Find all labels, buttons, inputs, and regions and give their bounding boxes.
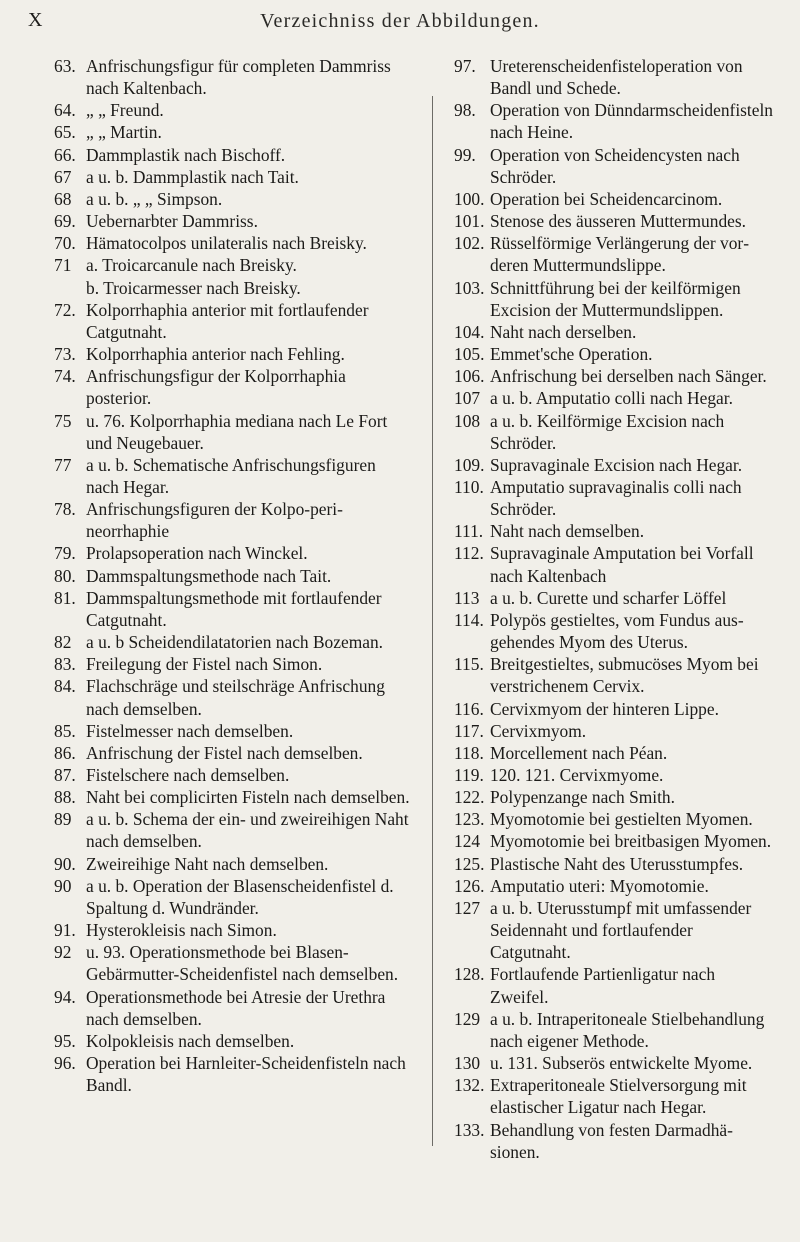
figure-number: 95. — [54, 1030, 76, 1051]
list-item — [54, 631, 412, 653]
list-item — [454, 277, 774, 321]
figure-caption: „ „ Martin. — [86, 122, 162, 143]
figure-number: 72. — [54, 299, 76, 320]
list-item — [454, 1074, 774, 1118]
figure-number: 92 — [54, 942, 72, 963]
list-item — [54, 343, 412, 365]
figure-number: 99. — [454, 144, 476, 165]
list-item — [54, 720, 412, 742]
figure-number: 85. — [54, 720, 76, 741]
list-item — [54, 210, 412, 232]
column-divider — [432, 96, 433, 1146]
figure-number: 100. — [454, 188, 485, 209]
figure-caption: a u. b. Schematische Anfrischungsfiguren nach Hegar. — [86, 454, 376, 497]
figure-caption: a u. b. Keilförmige Excision nach Schröder. — [490, 410, 725, 453]
list-item — [454, 476, 774, 520]
list-item — [454, 720, 774, 742]
figure-caption: Stenose des äusseren Muttermundes. — [490, 211, 746, 232]
figure-caption: Anfrischungsfigur für completen Dammriss nach Kaltenbach. — [86, 56, 391, 99]
list-item — [54, 853, 412, 875]
figure-caption: Anfrischung der Fistel nach demselben. — [86, 742, 363, 763]
figure-number: 87. — [54, 765, 76, 785]
figure-caption: a u. b Scheidendilatatorien nach Bozeman. — [86, 632, 383, 653]
figure-number: 83. — [54, 654, 76, 675]
list-item — [54, 565, 412, 587]
list-item — [454, 99, 774, 143]
figure-number: 125. — [454, 853, 485, 874]
list-item — [454, 232, 774, 276]
figure-caption: Operation von Dünndarmscheidenfisteln nach Heine. — [490, 100, 774, 143]
list-item — [54, 919, 412, 941]
figure-caption: Operation bei Scheidencarcinom. — [490, 188, 723, 209]
list-item — [54, 299, 412, 343]
list-item — [454, 609, 774, 653]
figure-number: 98. — [454, 100, 476, 121]
list-item — [454, 853, 774, 875]
figure-number: 69. — [54, 211, 76, 232]
figure-number: 79. — [54, 543, 76, 564]
figure-number: 70. — [54, 233, 76, 254]
list-item — [454, 1052, 774, 1074]
figure-caption: Hämatocolpos unilateralis nach Breisky. — [86, 233, 367, 254]
figure-caption: Fistelmesser nach demselben. — [86, 720, 294, 741]
figure-number: 130 — [454, 1053, 481, 1074]
figure-number: 113 — [454, 587, 480, 608]
list-item — [54, 653, 412, 675]
figure-number: 124 — [454, 831, 481, 852]
figure-number: 90 — [54, 875, 72, 896]
figure-caption: Flachschräge und steilschräge Anfrischung nach demselben. — [86, 676, 385, 719]
figure-number: 89 — [54, 809, 72, 830]
list-item — [454, 808, 774, 830]
figure-caption: Naht nach derselben. — [490, 321, 637, 342]
figure-caption: Behandlung von festen Darmadhäsionen. — [490, 1119, 733, 1162]
list-item — [454, 698, 774, 720]
list-item — [54, 675, 412, 719]
figure-caption: Dammplastik nach Bischoff. — [86, 144, 286, 165]
figure-caption: u. 131. Subserös entwickelte Myome. — [490, 1053, 753, 1074]
figure-number: 110. — [454, 476, 484, 497]
page-number: X — [28, 9, 44, 31]
list-item — [454, 210, 774, 232]
list-item — [454, 1119, 774, 1163]
list-item — [454, 410, 774, 454]
list-item — [54, 55, 412, 99]
figure-caption: Uebernarbter Dammriss. — [86, 211, 258, 232]
figure-number: 116. — [454, 698, 484, 719]
figure-caption: Operation bei Harnleiter-Scheidenfisteln nach Bandl. — [86, 1053, 406, 1096]
figure-number: 71 — [54, 255, 72, 276]
list-item — [54, 99, 412, 121]
figure-caption: 120. 121. Cervixmyome. — [490, 765, 664, 785]
figure-caption: Myomotomie bei breitbasigen Myomen. — [490, 831, 772, 852]
figure-caption: a u. b. Amputatio colli nach Hegar. — [490, 388, 733, 409]
list-item — [454, 764, 774, 786]
list-item — [454, 365, 774, 387]
list-item — [54, 232, 412, 254]
figure-number: 84. — [54, 676, 76, 697]
figure-number: 86. — [54, 742, 76, 763]
figure-caption: Kolporrhaphia anterior mit fortlaufender Catgutnaht. — [86, 299, 369, 342]
list-item — [54, 587, 412, 631]
list-item — [54, 121, 412, 143]
figure-caption: a u. b. Schema der ein- und zweireihigen Naht nach demselben. — [86, 809, 409, 852]
list-item — [454, 653, 774, 697]
right-column — [454, 55, 774, 1163]
figure-number: 112. — [454, 543, 484, 564]
figure-number: 80. — [54, 565, 76, 586]
list-item — [54, 166, 412, 188]
figure-caption: a u. b. Operation der Blasenscheidenfistel d. Spaltung d. Wundränder. — [86, 875, 394, 918]
figure-number: 88. — [54, 787, 76, 808]
figure-caption: Polypös gestieltes, vom Fundus ausgehendes Myom des Uterus. — [490, 609, 744, 653]
figure-number: 104. — [454, 321, 485, 342]
list-item — [454, 343, 774, 365]
figure-caption: Plastische Naht des Uterusstumpfes. — [490, 853, 744, 874]
figure-number: 102. — [454, 233, 485, 254]
list-item — [54, 764, 412, 786]
figure-caption: Kolpokleisis nach demselben. — [86, 1030, 295, 1051]
figure-number: 105. — [454, 344, 485, 365]
figure-number: 117. — [454, 720, 484, 741]
list-item — [454, 321, 774, 343]
figure-caption: Extraperitoneale Stielversorgung mit elastischer Ligatur nach Hegar. — [490, 1075, 747, 1118]
list-item — [454, 387, 774, 409]
figure-caption: a u. b. Intraperitoneale Stielbehandlung nach eigener Methode. — [490, 1008, 765, 1051]
figure-number: 123. — [454, 809, 485, 830]
figure-caption: Polypenzange nach Smith. — [490, 787, 675, 808]
figure-number: 119. — [454, 765, 484, 785]
figure-caption: Schnittführung bei der keilförmigen Excision der Muttermundslippen. — [490, 277, 741, 320]
list-item — [54, 1052, 412, 1096]
figure-caption: a u. b. „ „ Simpson. — [86, 188, 223, 209]
figure-caption: a u. b. Curette und scharfer Löffel — [490, 587, 727, 608]
figure-caption: Rüsselförmige Verlängerung der vorderen Muttermundslippe. — [490, 233, 750, 276]
list-item — [454, 520, 774, 542]
list-item — [454, 144, 774, 188]
page-header — [0, 0, 800, 40]
figure-caption: a u. b. Uterusstumpf mit umfassender Seidennaht und fortlaufender Catgutnaht. — [490, 897, 752, 963]
figure-number: 114. — [454, 609, 484, 630]
figure-number: 63. — [54, 56, 76, 76]
figure-caption: Operation von Scheidencysten nach Schröder. — [490, 144, 740, 187]
list-item — [54, 1030, 412, 1052]
figure-number: 103. — [454, 277, 485, 298]
list-item — [454, 963, 774, 1007]
figure-caption: Cervixmyom. — [490, 720, 587, 741]
list-item — [454, 875, 774, 897]
list-item — [54, 742, 412, 764]
figure-caption: „ „ Freund. — [86, 100, 164, 121]
figure-caption: Morcellement nach Péan. — [490, 742, 668, 763]
list-item — [54, 498, 412, 542]
figure-number: 67 — [54, 166, 72, 187]
figure-number: 132. — [454, 1075, 485, 1096]
list-item — [54, 986, 412, 1030]
figure-number: 129 — [454, 1008, 481, 1029]
list-item — [54, 365, 412, 409]
figure-number: 65. — [54, 122, 76, 143]
list-item — [454, 55, 774, 99]
figure-caption: Anfrischungsfiguren der Kolpo-perineorrhaphie — [86, 499, 343, 542]
figure-number: 126. — [454, 875, 485, 896]
figure-caption: u. 93. Operationsmethode bei Blasen-Gebärmutter-Scheidenfistel nach demselben. — [86, 942, 399, 985]
figure-caption: Anfrischungsfigur der Kolporrhaphia posterior. — [86, 366, 346, 409]
figure-caption: Amputatio supravaginalis colli nach Schröder. — [490, 476, 742, 520]
figure-caption: u. 76. Kolporrhaphia mediana nach Le Fort und Neugebauer. — [86, 410, 388, 453]
figure-caption: Supravaginale Excision nach Hegar. — [490, 454, 743, 475]
figure-number: 97. — [454, 56, 476, 76]
figure-number: 81. — [54, 587, 76, 608]
list-item — [454, 830, 774, 852]
list-item — [54, 277, 412, 299]
list-item — [54, 875, 412, 919]
list-item — [454, 188, 774, 210]
figure-number: 118. — [454, 742, 484, 763]
figure-number: 133. — [454, 1119, 485, 1140]
figure-caption: Fortlaufende Partienligatur nach Zweifel. — [490, 964, 716, 1007]
list-item — [454, 587, 774, 609]
list-item — [54, 144, 412, 166]
figure-caption: a u. b. Dammplastik nach Tait. — [86, 166, 299, 187]
figure-number: 122. — [454, 787, 485, 808]
figure-number: 106. — [454, 366, 485, 387]
list-item — [54, 941, 412, 985]
list-item — [454, 542, 774, 586]
list-item — [54, 188, 412, 210]
figure-caption: Zweireihige Naht nach demselben. — [86, 853, 329, 874]
figure-caption: Freilegung der Fistel nach Simon. — [86, 654, 323, 675]
figure-caption: Dammspaltungsmethode nach Tait. — [86, 565, 332, 586]
figure-caption: b. Troicarmesser nach Breisky. — [86, 277, 301, 298]
figure-caption: Ureterenscheidenfisteloperation von Bandl und Schede. — [490, 56, 743, 99]
figure-caption: Kolporrhaphia anterior nach Fehling. — [86, 344, 345, 365]
figure-number: 78. — [54, 499, 76, 520]
figure-caption: Supravaginale Amputation bei Vorfall nach Kaltenbach — [490, 543, 754, 586]
figure-number: 77 — [54, 454, 72, 475]
list-item — [454, 897, 774, 963]
figure-caption: Naht bei complicirten Fisteln nach demselben. — [86, 787, 410, 808]
list-item — [454, 1008, 774, 1052]
page-title: Verzeichniss der Abbildungen. — [260, 10, 540, 32]
figure-caption: Dammspaltungsmethode mit fortlaufender Catgutnaht. — [86, 587, 382, 630]
figure-caption: Fistelschere nach demselben. — [86, 765, 290, 785]
figure-caption: Hysterokleisis nach Simon. — [86, 920, 277, 941]
figure-caption: Anfrischung bei derselben nach Sänger. — [490, 366, 767, 387]
list-item — [454, 786, 774, 808]
figure-caption: Prolapsoperation nach Winckel. — [86, 543, 308, 564]
list-item — [54, 786, 412, 808]
figure-caption: Emmet'sche Operation. — [490, 344, 653, 365]
figure-number: 107 — [454, 388, 481, 409]
figure-number: 90. — [54, 853, 76, 874]
list-item — [54, 254, 412, 276]
figure-number: 66. — [54, 144, 76, 165]
figure-number: 109. — [454, 454, 485, 475]
figure-number: 94. — [54, 986, 76, 1007]
figure-number: 74. — [54, 366, 76, 387]
list-item — [54, 454, 412, 498]
left-column — [54, 55, 412, 1096]
figure-number: 128. — [454, 964, 485, 985]
figure-caption: Amputatio uteri: Myomotomie. — [490, 875, 709, 896]
figure-caption: Breitgestieltes, submucöses Myom bei verstrichenem Cervix. — [490, 654, 759, 697]
figure-number: 108 — [454, 410, 481, 431]
figure-number: 115. — [454, 654, 484, 675]
figure-caption: Operationsmethode bei Atresie der Urethra nach demselben. — [86, 986, 386, 1029]
figure-number: 73. — [54, 344, 76, 365]
figure-number: 111. — [454, 521, 484, 542]
list-item — [54, 808, 412, 852]
figure-caption: Myomotomie bei gestielten Myomen. — [490, 809, 753, 830]
figure-number: 82 — [54, 632, 72, 653]
list-item — [454, 454, 774, 476]
figure-number: 91. — [54, 920, 76, 941]
list-item — [454, 742, 774, 764]
list-item — [54, 410, 412, 454]
figure-number: 127 — [454, 897, 481, 918]
figure-number: 68 — [54, 188, 72, 209]
figure-number: 101. — [454, 211, 485, 232]
figure-caption: Naht nach demselben. — [490, 521, 645, 542]
figure-number: 75 — [54, 410, 72, 431]
figure-number: 64. — [54, 100, 76, 121]
list-item — [54, 542, 412, 564]
figure-caption: Cervixmyom der hinteren Lippe. — [490, 698, 719, 719]
figure-caption: a. Troicarcanule nach Breisky. — [86, 255, 297, 276]
figure-number: 96. — [54, 1053, 76, 1074]
